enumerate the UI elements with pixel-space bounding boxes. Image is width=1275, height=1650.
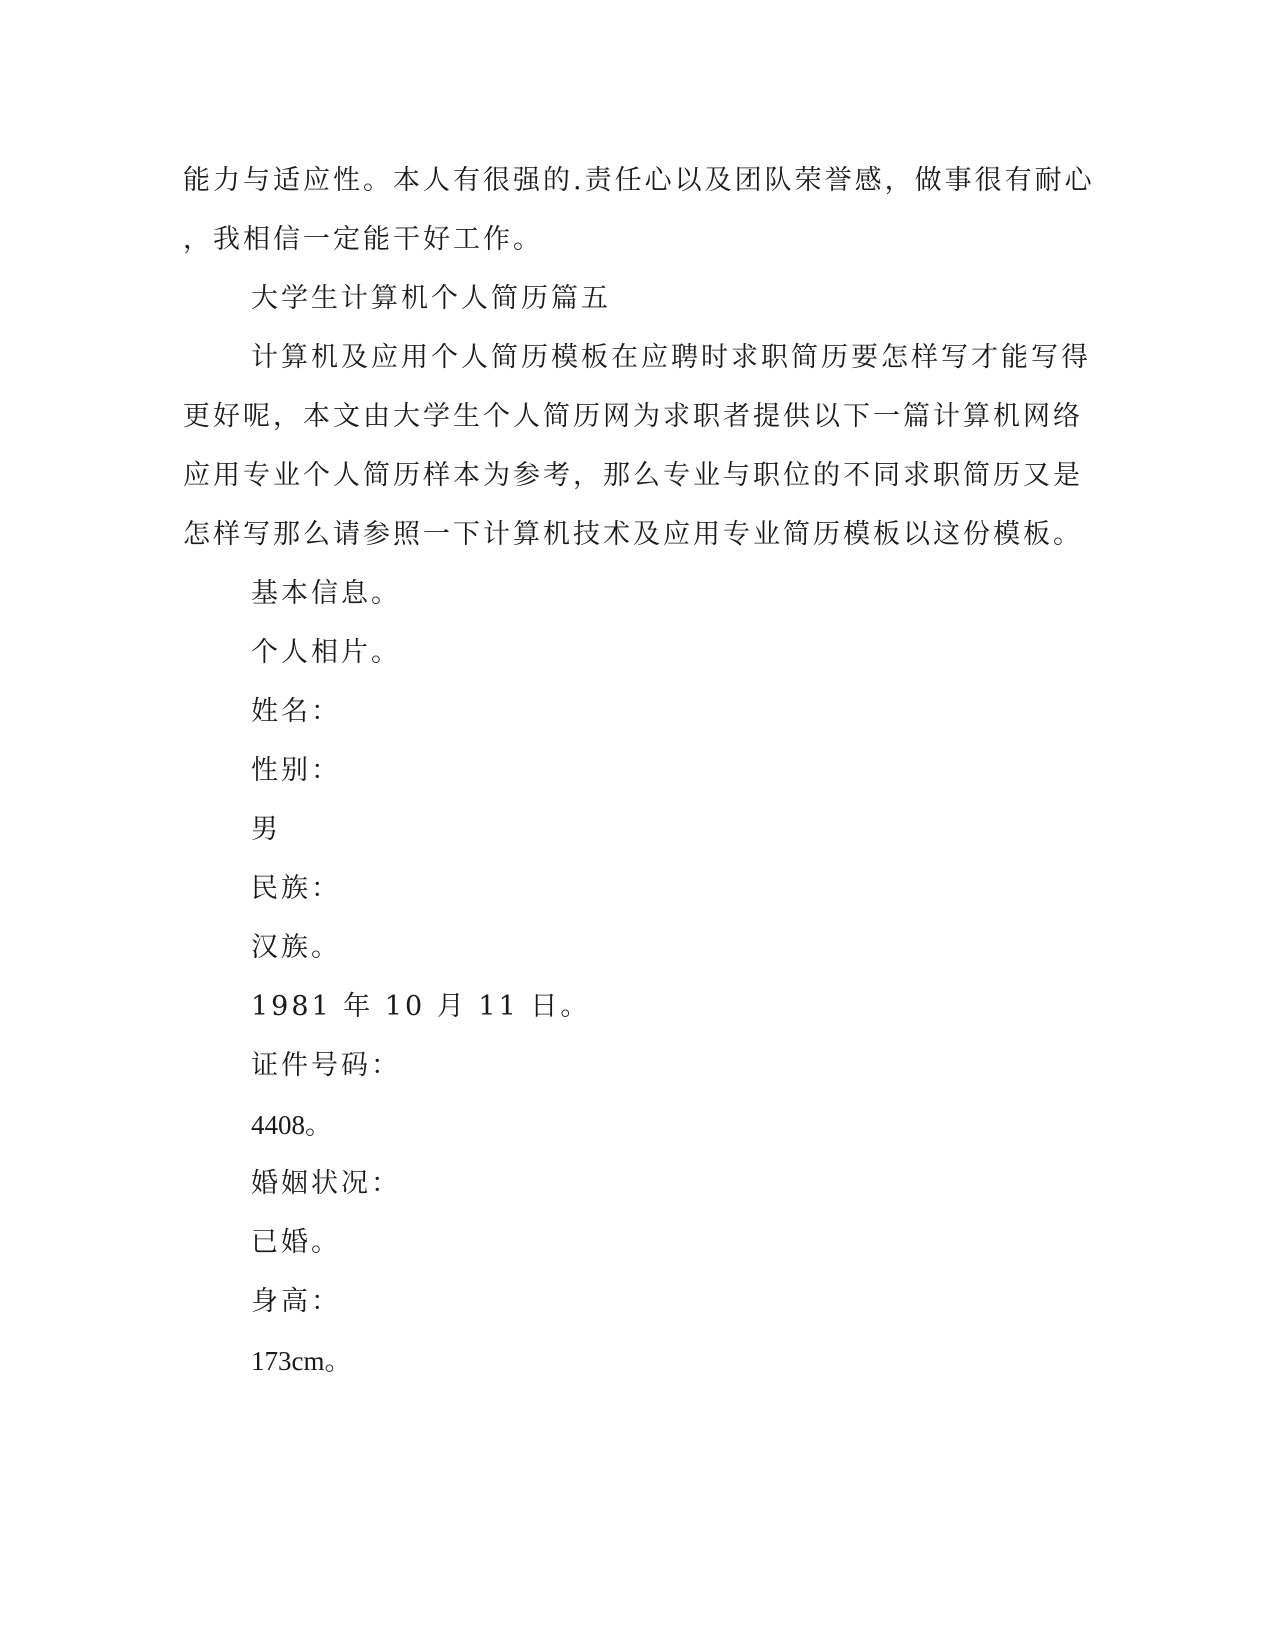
info-photo: 个人相片。 [251,637,401,668]
paragraph-line-4: 怎样写那么请参照一下计算机技术及应用专业简历模板以这份模板。 [183,519,1083,550]
info-height-label: 身高： [251,1286,341,1317]
info-gender-label: 性别： [251,755,341,786]
paragraph-line-1: 计算机及应用个人简历模板在应聘时求职简历要怎样写才能写得 [251,342,1091,373]
info-id-value: 4408。 [251,1110,332,1140]
paragraph-line-2: 更好呢，本文由大学生个人简历网为求职者提供以下一篇计算机网络 [183,401,1083,432]
info-ethnicity-value: 汉族。 [251,932,341,963]
intro-line-2: ，我相信一定能干好工作。 [183,224,543,255]
paragraph-line-3: 应用专业个人简历样本为参考，那么专业与职位的不同求职简历又是 [183,460,1083,491]
info-ethnicity-label: 民族： [251,873,341,904]
info-name-label: 姓名： [251,696,341,727]
info-marital-value: 已婚。 [251,1227,341,1258]
info-marital-label: 婚姻状况： [251,1168,401,1199]
info-basic-info: 基本信息。 [251,578,401,609]
intro-line-1: 能力与适应性。本人有很强的.责任心以及团队荣誉感，做事很有耐心 [183,165,1095,196]
document-body [183,158,1095,1397]
info-birth-date: 1981 年 10 月 11 日。 [251,991,591,1022]
section-title: 大学生计算机个人简历篇五 [251,283,611,314]
info-gender-value: 男 [251,814,281,845]
info-height-value: 173cm。 [251,1346,352,1376]
info-id-label: 证件号码： [251,1050,401,1081]
